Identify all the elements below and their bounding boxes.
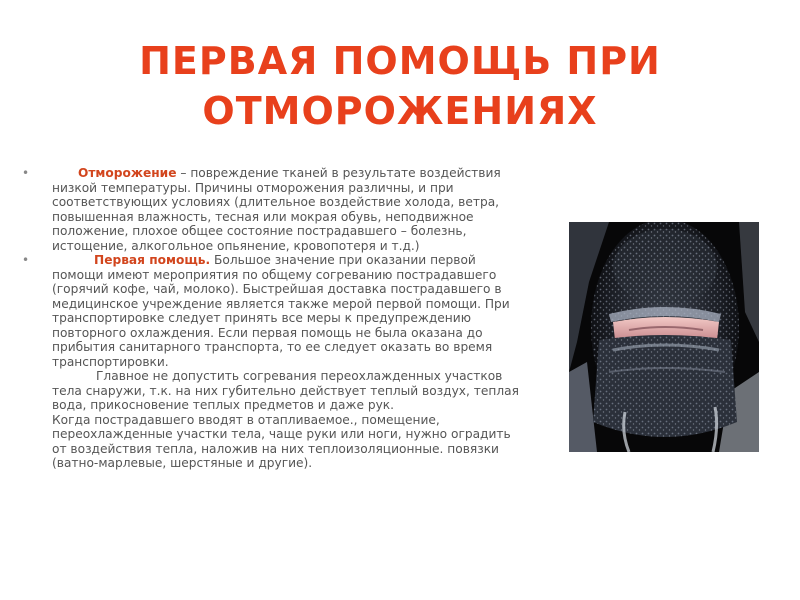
bullet-item-first-aid bbox=[22, 253, 522, 471]
room-entry-text: Когда пострадавшего вводят в отапливаемое., помещение, переохлажденные участки тела, чаще руки или ноги, нужно оградить от воздействия тепла, наложив на них теплоизоляционные. повязки (ватно-марлевые, шерстяные и другие). bbox=[52, 412, 511, 470]
term-frostbite: Отморожение bbox=[78, 166, 177, 180]
slide-body bbox=[22, 166, 522, 471]
bullet-marker: • bbox=[22, 166, 30, 180]
definition-text: – повреждение тканей в результате воздействия низкой температуры. Причины отморожения различны, и при соответствующих условиях (длительное воздействие холода, ветра, повышенная влажность, тесная или мокрая обувь, неподвижное положение, плохое общее состояние пострадавшего – болезнь, истощение, алкогольное опьянение, кровопотеря и т.д.) bbox=[52, 166, 501, 253]
warning-text: Главное не допустить согревания переохлажденных участков тела снаружи, т.к. на них губительно действует теплый воздух, теплая вода, прикосновение теплых предметов и даже рук. bbox=[52, 369, 519, 412]
bullet-item-frostbite bbox=[22, 166, 522, 253]
term-first-aid: Первая помощь. bbox=[94, 253, 211, 267]
first-aid-text: Большое значение при оказании первой помощи имеют мероприятия по общему согреванию пострадавшего (горячий кофе, чай, молоко). Быстрейшая доставка пострадавшего в медицинское учреждение является также мерой первой помощи. При транспортировке следует принять все меры к предупреждению повторного охлаждения. Если первая помощь не была оказана до прибытия санитарного транспорта, то ее следует оказать во время транспортировки. bbox=[52, 253, 510, 369]
slide-title: ПЕРВАЯ ПОМОЩЬ ПРИ ОТМОРОЖЕНИЯХ bbox=[139, 39, 661, 133]
frostbitten-face-photo bbox=[569, 222, 759, 452]
bullet-marker: • bbox=[22, 253, 30, 267]
